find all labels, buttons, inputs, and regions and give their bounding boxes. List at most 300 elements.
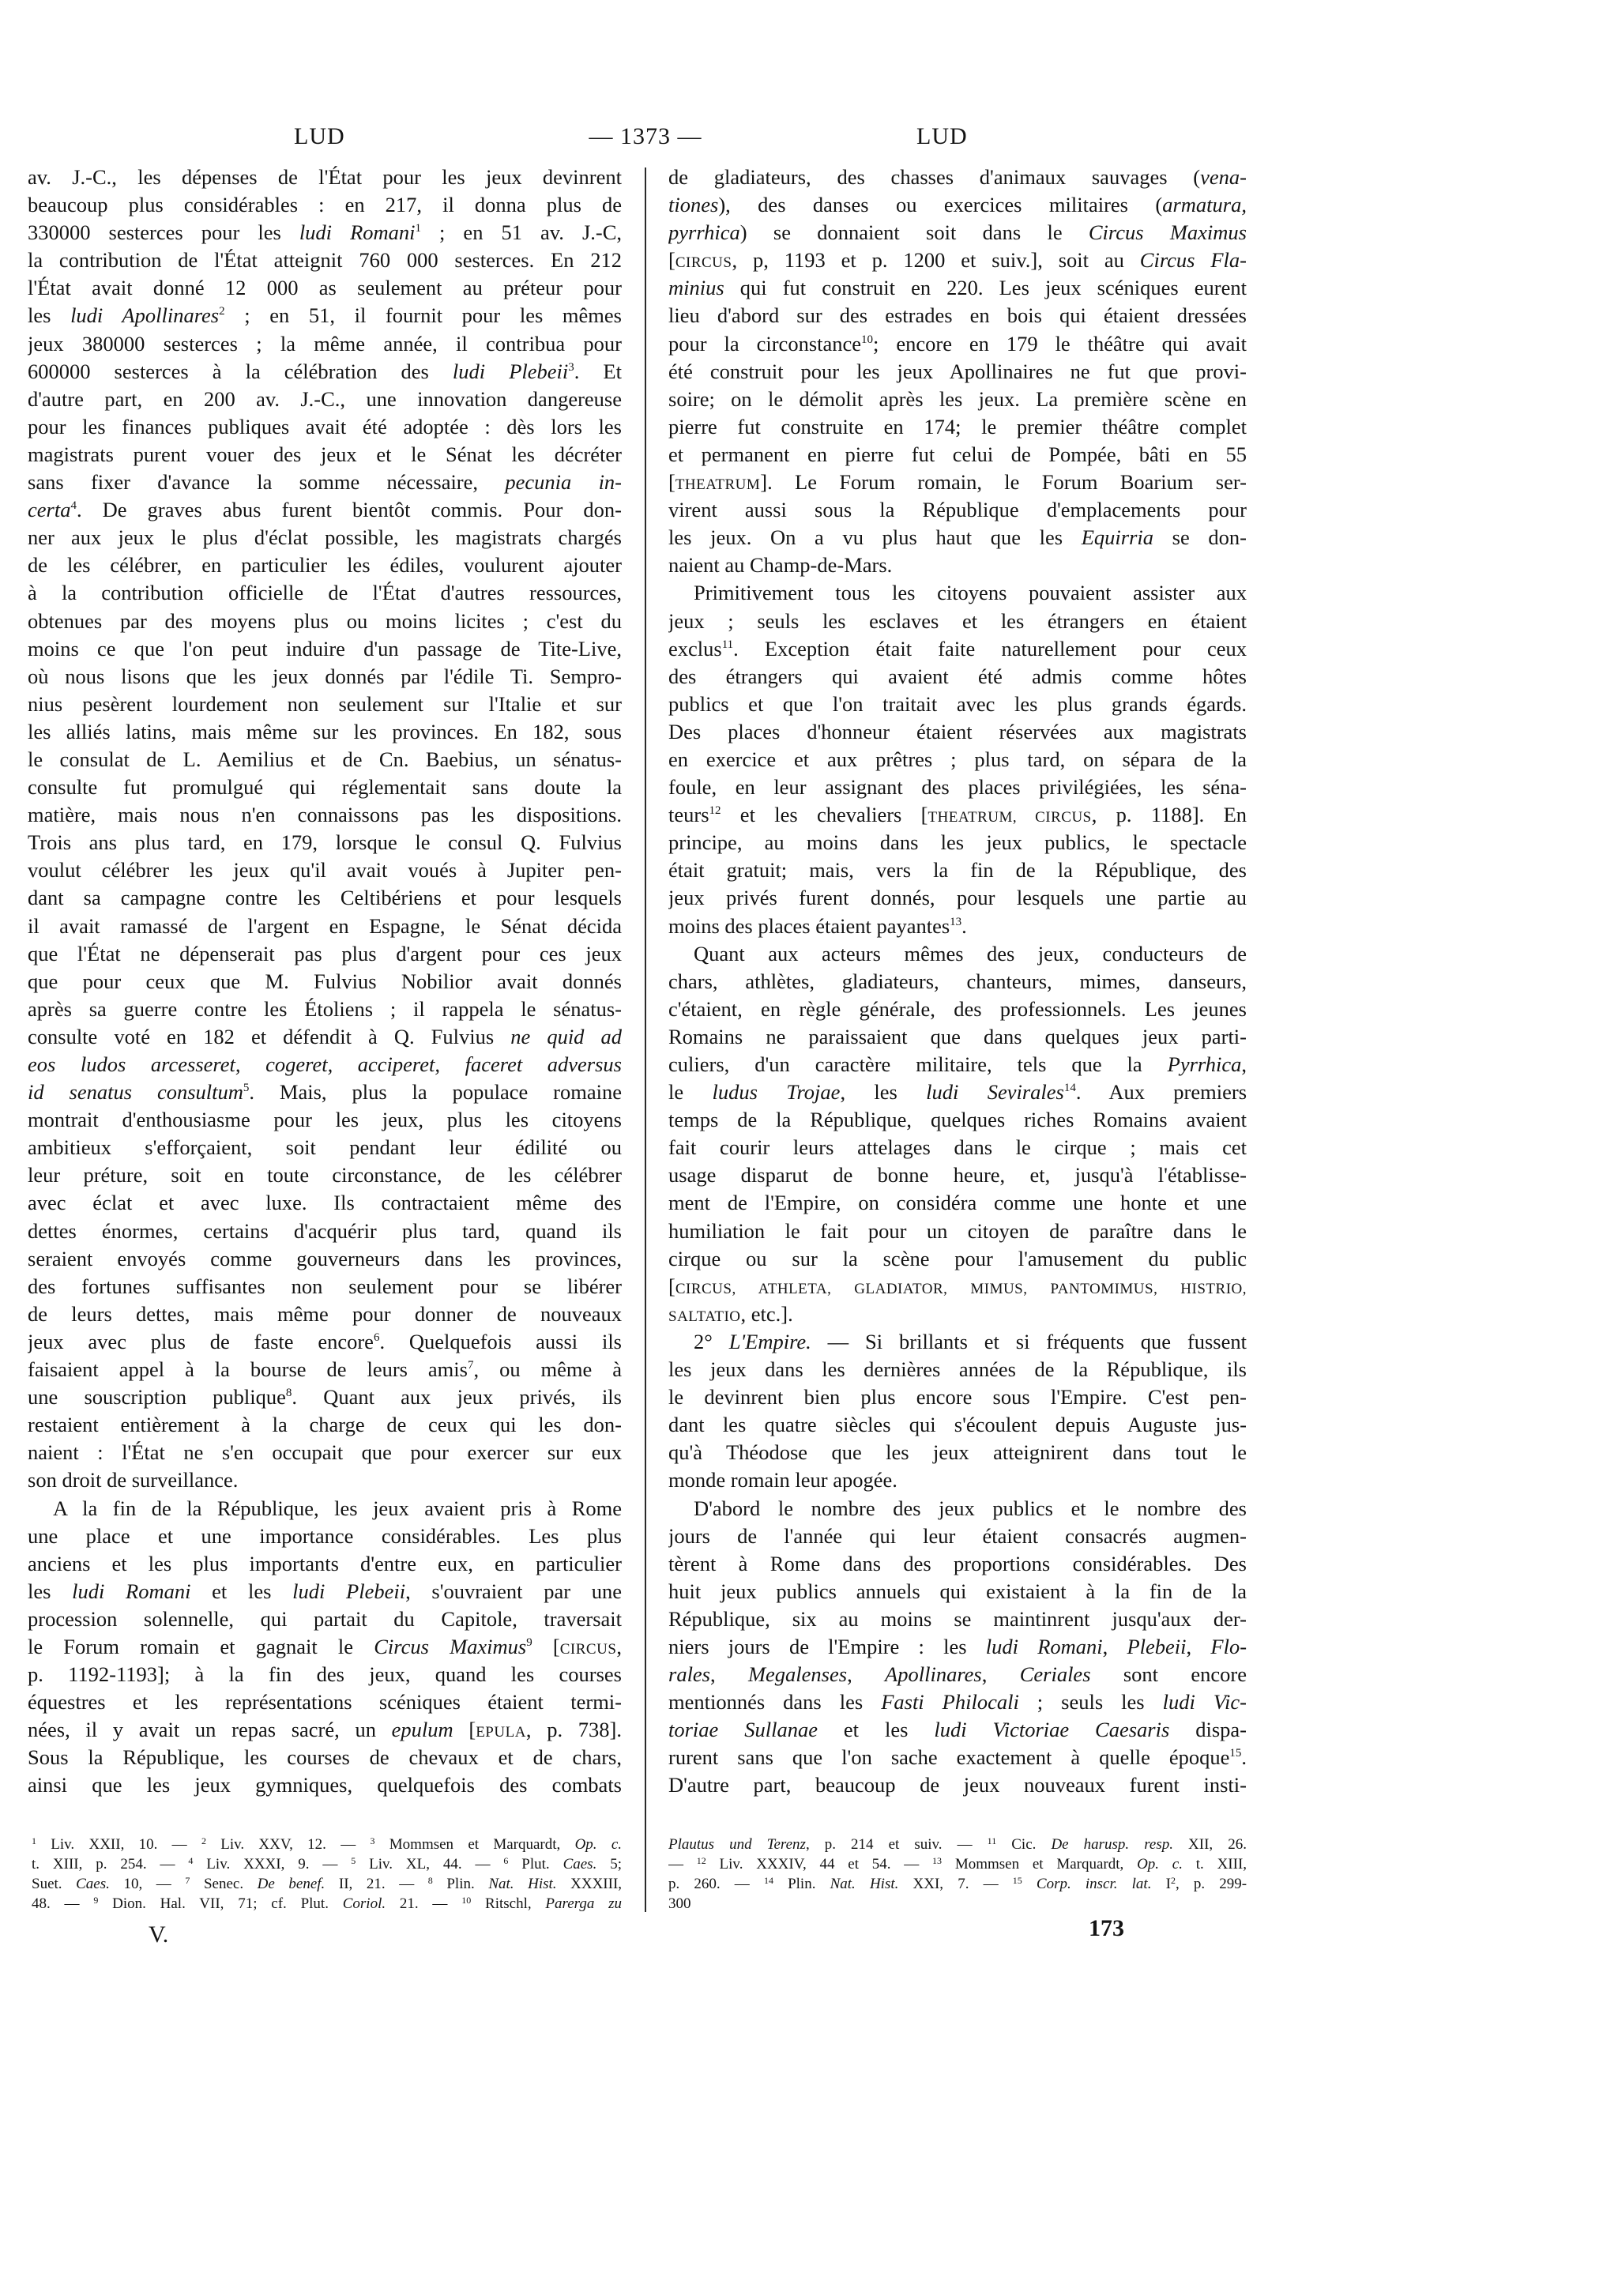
- text-run: ), des danses ou exercices militaires (: [718, 193, 1163, 217]
- italic-text: Circus Maximus: [1088, 220, 1247, 245]
- text-line: [28, 913, 622, 940]
- text-line: [28, 968, 622, 996]
- text-run: Plin.: [773, 1876, 830, 1892]
- text-line: [668, 164, 1247, 191]
- italic-text: armatura,: [1162, 193, 1247, 217]
- italic-text: Op. c.: [1137, 1856, 1183, 1873]
- italic-text: Nat. Hist.: [488, 1876, 557, 1892]
- italic-text: Megalenses: [747, 1662, 848, 1687]
- text-run: les alliés latins, mais même sur les provinces. En 182, sous: [28, 719, 622, 743]
- text-run: Plut.: [508, 1856, 563, 1873]
- footnote-ref: 12: [696, 1855, 706, 1866]
- footnote-ref: 3: [568, 360, 574, 374]
- text-line: [28, 1328, 622, 1356]
- text-run: matière, mais nous n'en connaissons pas les dispositions.: [28, 803, 622, 827]
- text-run: les jeux dans les dernières années de la République, ils: [668, 1357, 1247, 1382]
- italic-text: Circus Fla-: [1139, 248, 1247, 273]
- text-line: [668, 913, 1247, 940]
- cross-reference: THEATRUM: [675, 476, 761, 494]
- text-run: [: [532, 1634, 560, 1658]
- text-line: [668, 524, 1247, 551]
- text-run: magistrats purent vouer des jeux et le Sénat les décréter: [28, 442, 622, 466]
- italic-text: certa: [28, 498, 71, 522]
- text-line: [28, 1633, 622, 1661]
- text-run: ) se donnaient soit dans le: [739, 220, 1089, 245]
- text-line: [28, 1523, 622, 1550]
- text-run: l'État avait donné 12 000 as seulement au préteur pour: [28, 276, 622, 300]
- text-run: ]. Le Forum romain, le Forum Boarium ser-: [760, 470, 1247, 495]
- text-line: [668, 1633, 1247, 1661]
- text-line: [28, 496, 622, 524]
- text-run: , p. 1188]. En: [1091, 803, 1247, 827]
- text-line: [668, 274, 1247, 302]
- text-run: . Aux premiers: [1075, 1080, 1247, 1105]
- text-run: Liv. XL, 44. —: [356, 1856, 504, 1873]
- text-line: [28, 579, 622, 607]
- text-run: ,: [1241, 1052, 1247, 1076]
- text-line: [668, 386, 1247, 413]
- text-run: I: [1151, 1876, 1171, 1892]
- text-line: [28, 1771, 622, 1799]
- text-run: Ritschl,: [471, 1895, 546, 1912]
- text-run: niers jours de l'Empire : les: [668, 1634, 986, 1658]
- text-line: [28, 1300, 622, 1328]
- text-run: — Si brillants et si fréquents que fussent: [811, 1329, 1247, 1353]
- italic-text: rales: [668, 1662, 710, 1687]
- text-run: voulut célébrer les jeux qu'il avait voués à Jupiter pen-: [28, 858, 622, 883]
- text-run: , s'ouvraient par une: [405, 1579, 622, 1603]
- text-run: publics et que l'on traitait avec les plus grands égards.: [668, 691, 1247, 716]
- text-line: [28, 773, 622, 801]
- text-run: une souscription publique: [28, 1385, 286, 1410]
- text-run: des fortunes suffisantes non seulement pour se libérer: [28, 1274, 622, 1298]
- text-line: [28, 1688, 622, 1716]
- text-line: [668, 579, 1247, 607]
- text-line: [668, 773, 1247, 801]
- footnote-ref: 10: [461, 1895, 472, 1906]
- text-line: [668, 1439, 1247, 1466]
- text-line: [668, 441, 1247, 469]
- text-run: temps de la République, quelques riches Romains avaient: [668, 1108, 1247, 1132]
- italic-text: ludi Vic-: [1162, 1690, 1247, 1714]
- text-line: [28, 1661, 622, 1688]
- text-line: [668, 1661, 1247, 1688]
- text-line: [28, 1605, 622, 1633]
- text-line: [668, 718, 1247, 746]
- text-line: [668, 1023, 1247, 1051]
- text-line: [668, 635, 1247, 663]
- text-run: que pour ceux que M. Fulvius Nobilior avait donnés: [28, 969, 622, 993]
- text-line: [28, 330, 622, 358]
- text-run: virent aussi sous la République d'emplacements pour: [668, 498, 1247, 522]
- text-run: obtenues par des moyens plus ou moins licites ; c'est du: [28, 608, 622, 633]
- text-line: [668, 829, 1247, 856]
- italic-text: toriae Sullanae: [668, 1718, 818, 1742]
- text-run: ,: [1186, 1634, 1211, 1658]
- italic-text: Nat. Hist.: [830, 1876, 899, 1892]
- text-line: [28, 1161, 622, 1189]
- text-run: [: [668, 470, 675, 495]
- text-line: [668, 330, 1247, 358]
- footnote-ref: 3: [370, 1835, 375, 1846]
- text-line: [28, 441, 622, 469]
- text-line: [28, 1744, 622, 1771]
- text-run: les jeux. On a vu plus haut que les: [668, 525, 1082, 550]
- text-run: ,: [710, 1662, 748, 1687]
- italic-text: De benef.: [257, 1876, 325, 1892]
- text-run: tèrent à Rome dans des proportions considérables. Des: [668, 1551, 1247, 1575]
- text-line: [28, 164, 622, 191]
- text-run: équestres et les représentations scéniques étaient termi-: [28, 1690, 622, 1714]
- italic-text: Parerga zu: [545, 1895, 622, 1912]
- text-run: de gladiateurs, des chasses d'animaux sauvages (: [668, 165, 1201, 189]
- footnotes-right: [668, 1835, 1247, 1914]
- text-line: [668, 1578, 1247, 1605]
- text-line: [28, 274, 622, 302]
- text-run: et permanent en pierre fut celui de Pompée, bâti en 55: [668, 442, 1247, 466]
- text-run: jeux privés furent donnés, pour lesquels une partie au: [668, 886, 1247, 910]
- running-head-left: LUD: [294, 123, 345, 149]
- italic-text: eos ludos arcesseret, cogeret, acciperet, faceret adversus: [28, 1052, 622, 1076]
- text-line: [668, 1605, 1247, 1633]
- cross-reference: CIRCUS: [559, 1640, 617, 1658]
- text-run: , etc.].: [740, 1301, 793, 1326]
- footnote-ref: 8: [427, 1875, 433, 1886]
- text-run: moins des places étaient payantes: [668, 913, 950, 938]
- text-run: ; seuls les: [1018, 1690, 1163, 1714]
- column-divider: [645, 167, 646, 1912]
- text-line: [28, 551, 622, 579]
- footnote-ref: 4: [70, 499, 77, 513]
- text-run: XXI, 7. —: [898, 1876, 1013, 1892]
- text-run: 330000 sesterces pour les: [28, 220, 299, 245]
- text-run: nius pesèrent lourdement non seulement sur l'Italie et sur: [28, 691, 622, 716]
- text-run: République, six au moins se maintinrent jusqu'aux der-: [668, 1606, 1247, 1631]
- text-run: dispa-: [1169, 1718, 1247, 1742]
- text-run: , p. 299-: [1175, 1876, 1247, 1892]
- italic-text: Fasti Philocali: [881, 1690, 1019, 1714]
- text-line: [28, 1578, 622, 1605]
- text-run: p. 1192-1193]; à la fin des jeux, quand les courses: [28, 1662, 622, 1687]
- italic-text: Coriol.: [342, 1895, 386, 1912]
- text-run: faisaient appel à la bourse de leurs amis: [28, 1357, 468, 1382]
- text-line: [28, 801, 622, 829]
- text-line: [28, 469, 622, 496]
- text-run: culiers, d'un caractère militaire, tels que la: [668, 1052, 1168, 1076]
- text-run: leur préture, soit en toute circonstance, de les célébrer: [28, 1163, 622, 1188]
- italic-text: Corp. inscr. lat.: [1036, 1876, 1152, 1892]
- text-line: [668, 1383, 1247, 1411]
- text-run: il avait ramassé de l'argent en Espagne, le Sénat décida: [28, 913, 622, 938]
- text-line: [28, 829, 622, 856]
- text-run: anciens et les plus importants d'entre eux, en particulier: [28, 1551, 622, 1575]
- text-run: ,: [847, 1662, 886, 1687]
- text-run: moins ce que l'on peut induire d'un passage de Tite-Live,: [28, 636, 622, 661]
- footnote-ref: 4: [188, 1855, 194, 1866]
- italic-text: Plebeii: [1127, 1634, 1187, 1658]
- text-run: la contribution de l'État atteignit 760 000 sesterces. En 212: [28, 248, 622, 273]
- text-run: foule, en leur assignant des places privilégiées, les séna-: [668, 775, 1247, 800]
- text-run: les: [28, 303, 71, 328]
- cross-reference: SALTATIO: [668, 1308, 741, 1325]
- text-run: Liv. XXV, 12. —: [205, 1836, 371, 1853]
- text-run: dettes énormes, certains d'acquérir plus tard, quand ils: [28, 1218, 622, 1243]
- text-run: chars, athlètes, gladiateurs, chanteurs, mimes, danseurs,: [668, 969, 1247, 993]
- text-line: [668, 1550, 1247, 1578]
- text-run: [: [668, 248, 675, 273]
- text-run: sans fixer d'avance la somme nécessaire,: [28, 470, 506, 495]
- footnote-ref: 9: [93, 1895, 99, 1906]
- text-run: II, 21. —: [325, 1876, 428, 1892]
- text-line: [668, 219, 1247, 247]
- italic-text: Equirria: [1081, 525, 1154, 550]
- text-run: , les: [840, 1080, 927, 1105]
- footnote-ref: 14: [1063, 1082, 1076, 1095]
- text-line: [28, 608, 622, 635]
- text-run: A la fin de la République, les jeux avaient pris à Rome: [53, 1496, 622, 1520]
- text-run: Romains ne paraissaient que dans quelques jeux parti-: [668, 1024, 1247, 1048]
- text-run: humiliation le fait pour un citoyen de paraître dans le: [668, 1218, 1247, 1243]
- text-line: [28, 191, 622, 219]
- text-line: [668, 1356, 1247, 1383]
- text-line: [668, 1716, 1247, 1744]
- text-run: , ou même à: [473, 1357, 622, 1382]
- text-line: [28, 884, 622, 912]
- text-run: cirque ou sur la scène pour l'amusement du public: [668, 1246, 1247, 1270]
- text-line: [668, 1688, 1247, 1716]
- text-line: [28, 1716, 622, 1744]
- text-run: Trois ans plus tard, en 179, lorsque le consul Q. Fulvius: [28, 830, 622, 855]
- text-run: seraient envoyés comme gouverneurs dans les provinces,: [28, 1246, 622, 1270]
- text-run: pierre fut construite en 174; le premier théâtre complet: [668, 414, 1247, 438]
- text-run: en exercice et aux prêtres ; plus tard, on sépara de la: [668, 747, 1247, 771]
- text-run: teurs: [668, 803, 709, 827]
- footnote-ref: 12: [709, 804, 721, 818]
- italic-text: ludi Romani: [299, 220, 416, 245]
- text-line: [668, 801, 1247, 829]
- text-run: qui fut construit en 220. Les jeux scéniques eurent: [724, 276, 1247, 300]
- text-run: , p. 214 et suiv. —: [805, 1836, 988, 1853]
- text-run: nées, il y avait un repas sacré, un: [28, 1718, 392, 1742]
- cross-reference: EPULA: [476, 1724, 526, 1741]
- text-line: [668, 746, 1247, 773]
- text-run: huit jeux publics annuels qui existaient à la fin de la: [668, 1579, 1247, 1603]
- text-run: le consulat de L. Aemilius et de Cn. Baebius, un sénatus-: [28, 747, 622, 771]
- text-line: [668, 1245, 1247, 1273]
- text-line: [668, 608, 1247, 635]
- footnote-ref: 13: [950, 915, 962, 928]
- footnote-ref: 13: [932, 1855, 943, 1866]
- text-run: lieu d'abord sur des estrades en bois qui étaient dressées: [668, 303, 1247, 328]
- text-run: que l'État ne dépenserait pas plus d'argent pour ces jeux: [28, 941, 622, 965]
- text-line: [668, 358, 1247, 386]
- text-run: le: [668, 1080, 713, 1105]
- text-run: naient au Champ-de-Mars.: [668, 553, 893, 578]
- text-run: exclus: [668, 636, 722, 661]
- italic-text: ludus Trojae: [712, 1080, 841, 1105]
- text-line: [28, 1466, 622, 1494]
- text-run: les: [28, 1579, 73, 1603]
- text-run: qu'à Théodose que les jeux atteignirent dans tout le: [668, 1440, 1247, 1465]
- text-run: ner aux jeux le plus d'éclat possible, les magistrats chargés: [28, 525, 622, 550]
- text-line: [28, 1051, 622, 1078]
- text-run: 10, —: [109, 1876, 186, 1892]
- text-line: [668, 302, 1247, 329]
- text-line: [668, 1328, 1247, 1356]
- text-line: [28, 1383, 622, 1411]
- text-line: [668, 469, 1247, 496]
- text-run: 48. —: [32, 1895, 94, 1912]
- italic-text: vena-: [1200, 165, 1247, 189]
- italic-text: Ceriales: [1019, 1662, 1091, 1687]
- text-line: [668, 1161, 1247, 1189]
- text-line: [28, 358, 622, 386]
- cross-reference: CIRCUS: [675, 254, 732, 272]
- text-run: montrait d'enthousiasme pour les jeux, plus les citoyens: [28, 1108, 622, 1132]
- footnote-ref: 7: [185, 1875, 190, 1886]
- text-run: ; en 51, il fournit pour les mêmes: [224, 303, 622, 328]
- italic-text: Caes.: [563, 1856, 597, 1873]
- text-run: Liv. XXXI, 9. —: [193, 1856, 352, 1873]
- text-run: 5;: [596, 1856, 622, 1873]
- footnote-line: [668, 1835, 1247, 1854]
- text-run: une place et une importance considérables. Les plus: [28, 1523, 622, 1548]
- text-line: [28, 302, 622, 329]
- text-run: . Et: [574, 359, 622, 383]
- text-run: Dion. Hal. VII, 71; cf. Plut.: [98, 1895, 343, 1912]
- text-run: principe, au moins dans les jeux publics, le spectacle: [668, 830, 1247, 855]
- italic-text: Circus Maximus: [374, 1634, 527, 1658]
- text-line: [28, 940, 622, 968]
- text-run: . Quelquefois aussi ils: [379, 1329, 622, 1353]
- text-run: , p, 1193 et p. 1200 et suiv.], soit au: [732, 248, 1140, 273]
- text-run: consulte voté en 182 et défendit à Q. Fulvius: [28, 1024, 511, 1048]
- italic-text: minius: [668, 276, 724, 300]
- text-run: avec éclat et avec luxe. Ils contractaient même des: [28, 1191, 622, 1215]
- text-line: [28, 1495, 622, 1523]
- italic-text: Plautus und Terenz: [668, 1836, 806, 1853]
- text-line: [28, 1245, 622, 1273]
- footnote-line: [32, 1894, 622, 1914]
- text-run: jeux avec plus de faste encore: [28, 1329, 374, 1353]
- text-line: [668, 1078, 1247, 1106]
- footnote-ref: 10: [861, 333, 874, 346]
- italic-text: ludi Romani: [985, 1634, 1103, 1658]
- text-line: [28, 1356, 622, 1383]
- text-run: dant les quatre siècles qui s'écoulent depuis Auguste jus-: [668, 1413, 1247, 1437]
- text-run: 600000 sesterces à la célébration des: [28, 359, 453, 383]
- text-run: Quant aux acteurs mêmes des jeux, conducteurs de: [694, 941, 1247, 965]
- footnote-ref: 11: [987, 1835, 997, 1846]
- text-line: [668, 1051, 1247, 1078]
- text-run: restaient entièrement à la charge de ceux qui les don-: [28, 1413, 622, 1437]
- text-line: [668, 884, 1247, 912]
- text-line: [28, 635, 622, 663]
- text-run: mentionnés dans les: [668, 1690, 882, 1714]
- text-run: son droit de surveillance.: [28, 1468, 239, 1492]
- text-run: Primitivement tous les citoyens pouvaient assister aux: [694, 581, 1247, 605]
- page-number: — 1373 —: [589, 123, 702, 149]
- text-run: à la contribution officielle de l'État d'autres ressources,: [28, 581, 622, 605]
- text-run: 2°: [694, 1329, 729, 1353]
- footnote-ref: 9: [526, 1635, 532, 1649]
- text-run: . Quant aux jeux privés, ils: [292, 1385, 622, 1410]
- text-line: [668, 1134, 1247, 1161]
- text-run: soire; on le démolit après les jeux. La première scène en: [668, 386, 1247, 411]
- text-run: t. XIII,: [1183, 1856, 1247, 1873]
- text-run: dant sa campagne contre les Celtibériens et pour lesquels: [28, 886, 622, 910]
- text-run: fait courir leurs attelages dans le cirque ; mais cet: [668, 1135, 1247, 1160]
- text-run: jours de l'année qui leur étaient consacrés augmen-: [668, 1523, 1247, 1548]
- text-run: le devinrent bien plus encore sous l'Empire. C'est pen-: [668, 1385, 1247, 1410]
- footnote-ref: 15: [1229, 1747, 1242, 1760]
- text-run: .: [961, 913, 967, 938]
- running-head-right: LUD: [916, 123, 968, 149]
- footnote-line: [32, 1874, 622, 1894]
- text-line: [668, 1411, 1247, 1439]
- text-run: Plin.: [432, 1876, 489, 1892]
- text-run: .: [1241, 1745, 1247, 1770]
- text-run: 21. —: [386, 1895, 462, 1912]
- text-line: [28, 386, 622, 413]
- sheet-number: 173: [1089, 1915, 1124, 1941]
- footnote-ref: 8: [285, 1387, 292, 1400]
- italic-text: ludi Romani: [72, 1579, 191, 1603]
- text-run: et les chevaliers [: [721, 803, 928, 827]
- text-line: [28, 663, 622, 691]
- italic-text: Op. c.: [574, 1836, 622, 1853]
- italic-text: tiones: [668, 193, 719, 217]
- italic-text: Pyrrhica: [1167, 1052, 1242, 1076]
- text-line: [28, 1439, 622, 1466]
- text-run: sont encore: [1090, 1662, 1247, 1687]
- text-run: pour la circonstance: [668, 331, 862, 356]
- text-run: D'autre part, beaucoup de jeux nouveaux furent insti-: [668, 1773, 1247, 1797]
- text-line: [668, 691, 1247, 718]
- text-line: [28, 219, 622, 247]
- text-run: ambitieux s'efforçaient, soit pendant leur édilité ou: [28, 1135, 622, 1160]
- italic-text: pecunia in-: [505, 470, 622, 495]
- text-run: ; encore en 179 le théâtre qui avait: [873, 331, 1247, 356]
- text-run: et les: [817, 1718, 935, 1742]
- text-run: monde romain leur apogée.: [668, 1468, 897, 1492]
- text-line: [28, 1218, 622, 1245]
- footnote-ref: 5: [243, 1082, 250, 1095]
- text-run: rurent sans que l'on sache exactement à quelle époque: [668, 1745, 1230, 1770]
- text-run: ainsi que les jeux gymniques, quelquefois des combats: [28, 1773, 622, 1797]
- text-line: [28, 996, 622, 1023]
- text-line: [668, 496, 1247, 524]
- text-run: usage disparut de bonne heure, et, jusqu'à l'établisse-: [668, 1163, 1247, 1188]
- footnote-line: [668, 1854, 1247, 1874]
- text-line: [668, 940, 1247, 968]
- footnote-line: [668, 1894, 1247, 1914]
- text-run: jeux 380000 sesterces ; la même année, il contribua pour: [28, 331, 622, 356]
- text-run: et les: [190, 1579, 293, 1603]
- text-run: le Forum romain et gagnait le: [28, 1634, 374, 1658]
- text-run: se don-: [1153, 525, 1247, 550]
- text-run: Mommsen et Marquardt,: [374, 1836, 575, 1853]
- text-run: [1022, 1876, 1037, 1892]
- text-run: —: [668, 1856, 697, 1873]
- italic-text: ne quid ad: [510, 1024, 622, 1048]
- text-line: [668, 1771, 1247, 1799]
- text-run: Liv. XXII, 10. —: [36, 1836, 201, 1853]
- text-run: av. J.-C., les dépenses de l'État pour les jeux devinrent: [28, 165, 622, 189]
- text-run: ment de l'Empire, on considéra comme une honte et une: [668, 1191, 1247, 1215]
- italic-text: ludi Victoriae Caesaris: [934, 1718, 1170, 1742]
- signature-mark: V.: [149, 1921, 169, 1948]
